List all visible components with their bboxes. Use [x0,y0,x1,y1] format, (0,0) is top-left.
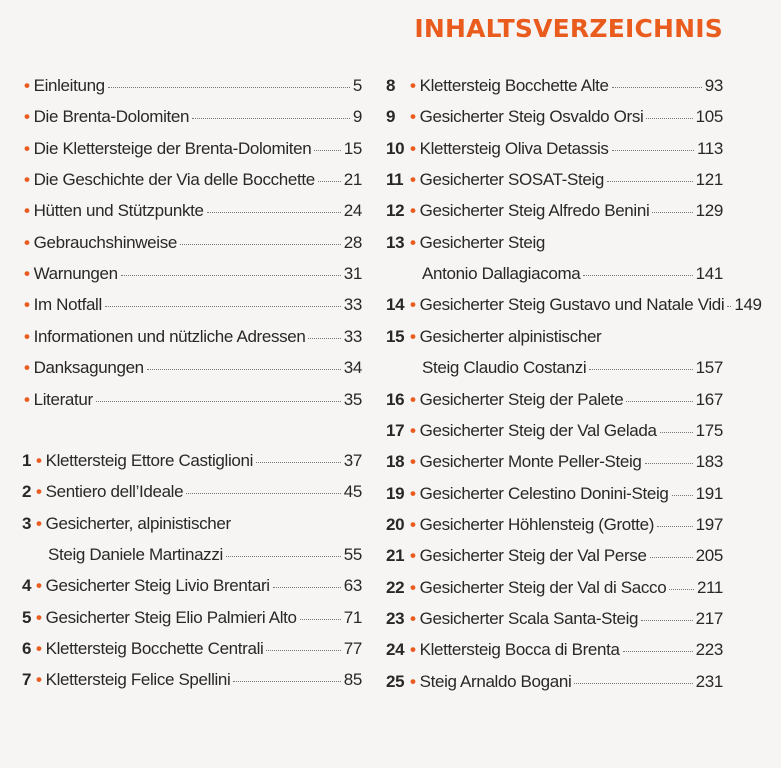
toc-entry-title: Gesicherter Steig der Val Gelada [419,420,657,440]
toc-entry [22,323,362,351]
toc-entry-page: 223 [695,640,723,660]
toc-entry [386,229,723,292]
toc-entry-line [22,323,362,351]
page-title: INHALTSVERZEICHNIS [414,14,723,43]
toc-entry-number: 2 [22,482,32,502]
toc-entry-line [22,510,362,538]
leader-dots [300,619,341,620]
toc-entry-number: 21 [386,546,405,566]
toc-entry-title: Gesicherter, alpinistischer [45,513,231,533]
bullet-marker: • [410,138,416,158]
toc-entry-page: 183 [695,452,723,472]
leader-dots [650,557,693,558]
toc-entry-page: 21 [343,170,362,190]
toc-entry-page: 33 [343,295,362,315]
toc-entry [386,386,723,414]
toc-entry-number: 11 [386,170,404,190]
toc-entry [386,291,762,319]
toc-entry-title-continued: Steig Claudio Costanzi [422,358,587,378]
toc-entry-title: Gesicherter Höhlensteig (Grotte) [419,514,655,534]
leader-dots [626,401,692,402]
toc-entry-line [22,291,362,319]
toc-entry-number: 1 [22,451,32,470]
toc-entry-line [386,668,723,696]
toc-entry-title: Gesicherter Scala Santa-Steig [419,608,639,628]
leader-dots [186,493,341,494]
bullet-marker: • [410,608,416,628]
bullet-marker: • [410,420,416,440]
toc-entry-page: 77 [343,639,362,659]
bullet-marker: • [24,358,30,378]
bullet-marker: • [410,577,416,597]
toc-entry-line [386,574,723,602]
bullet-marker: • [24,264,30,284]
toc-entry-title: Gesicherter Steig Elio Palmieri Alto [45,607,297,627]
toc-entry-title: Gesicherter Steig der Val di Sacco [419,577,667,597]
toc-entry-line [386,72,723,100]
leader-dots [645,463,693,464]
toc-entry-page: 191 [695,483,723,503]
toc-entry-line [386,354,723,382]
toc-entry [22,604,362,632]
toc-entry-line [22,604,362,632]
bullet-marker: • [36,576,42,596]
toc-entry-line [386,291,762,319]
bullet-marker: • [24,170,30,190]
toc-entry-page: 121 [695,170,723,190]
toc-entry-line [22,478,362,506]
bullet-marker: • [36,451,42,470]
bullet-marker: • [36,513,42,533]
leader-dots [314,150,340,151]
toc-entry [22,229,362,257]
toc-entry-line [386,386,723,414]
toc-entry-page: 167 [695,389,723,409]
toc-entry-line [22,260,362,288]
toc-entry [22,666,362,694]
leader-dots [612,150,694,151]
toc-entry-page: 175 [695,420,723,440]
toc-entry [22,478,362,506]
bullet-marker: • [24,201,30,221]
toc-entry-line [386,480,723,508]
toc-entry-line [22,166,362,194]
bullet-marker: • [410,170,416,190]
toc-entry-number: 10 [386,138,405,158]
toc-entry-number: 13 [386,232,405,252]
toc-entry-title: Danksagungen [33,358,144,378]
toc-entry [386,542,723,570]
toc-entry-line [386,511,723,539]
leader-dots [657,526,693,527]
bullet-marker: • [410,76,416,95]
toc-entry-line [386,103,723,131]
toc-entry [22,260,362,288]
bullet-marker: • [410,107,416,127]
leader-dots [612,87,702,88]
leader-dots [266,650,340,651]
toc-entry-page: 37 [343,451,362,470]
bullet-marker: • [36,639,42,659]
bullet-marker: • [24,326,30,346]
toc-entry-page: 129 [695,201,723,221]
toc-entry [22,386,362,414]
toc-entry-title: Gesicherter Steig Osvaldo Orsi [419,107,644,127]
toc-entry-page: 35 [343,389,362,409]
toc-entry-number: 18 [386,452,405,472]
toc-entry-line [386,135,723,163]
toc-entry [386,636,723,664]
leader-dots [641,620,693,621]
toc-entry-page: 63 [343,576,362,596]
toc-entry [22,103,362,131]
toc-entry-number: 16 [386,389,405,409]
toc-entry-page: 231 [695,671,723,691]
toc-entry-page: 105 [695,107,723,127]
toc-entry-title: Die Klettersteige der Brenta-Dolomiten [33,138,312,158]
toc-entry-page: 28 [343,232,362,252]
toc-entry-title: Informationen und nützliche Adressen [33,326,306,346]
toc-entry-title: Klettersteig Oliva Detassis [419,138,609,158]
toc-entry [386,323,723,386]
leader-dots [574,683,692,684]
toc-entry [22,166,362,194]
toc-entry-number: 23 [386,608,405,628]
toc-entry-title: Hütten und Stützpunkte [33,201,204,221]
toc-entry-title: Warnungen [33,264,118,284]
toc-entry-number: 25 [386,671,405,691]
toc-entry [386,135,723,163]
bullet-marker: • [410,452,416,472]
toc-entry-page: 9 [352,107,362,127]
toc-entry-title: Sentiero dell’Ideale [45,482,184,502]
leader-dots [589,369,692,370]
leader-dots [256,462,341,463]
bullet-marker: • [36,607,42,627]
leader-dots [308,338,340,339]
leader-dots [583,275,692,276]
toc-entry-title: Gesicherter Steig Alfredo Benini [419,201,650,221]
toc-entry-line [22,666,362,694]
toc-entry-title: Klettersteig Bocchette Alte [419,76,609,95]
toc-entry-line [386,197,723,225]
leader-dots [108,87,350,88]
toc-entry [22,135,362,163]
toc-entry-line [386,260,723,288]
toc-entry-line [22,541,362,569]
toc-entry-page: 85 [343,670,362,690]
toc-entry-number: 6 [22,639,32,659]
leader-dots [147,369,341,370]
toc-entry-number: 24 [386,640,405,660]
bullet-marker: • [24,138,30,158]
toc-entry-page: 141 [695,264,723,284]
toc-entry-page: 45 [343,482,362,502]
bullet-marker: • [24,107,30,127]
toc-entry [386,166,723,194]
toc-entry [386,574,723,602]
toc-entry [386,480,723,508]
toc-entry [22,635,362,663]
toc-entry-line [22,135,362,163]
toc-entry-page: 34 [343,358,362,378]
toc-entry-line [22,229,362,257]
toc-entry-line [22,197,362,225]
leader-dots [180,244,341,245]
toc-entry-page: 217 [695,608,723,628]
toc-entry-number: 22 [386,577,405,597]
toc-entry-page: 205 [695,546,723,566]
leader-dots [96,401,341,402]
toc-entry [22,72,362,100]
toc-entry [386,103,723,131]
toc-entry [22,447,362,475]
toc-entry-title: Die Geschichte der Via delle Bocchette [33,170,315,190]
toc-entry-page: 157 [695,358,723,378]
bullet-marker: • [24,295,30,315]
toc-entry [386,417,723,445]
toc-entry-title-continued: Antonio Dallagiacoma [422,264,581,284]
toc-entry-title: Gesicherter Steig Livio Brentari [45,576,270,596]
bullet-marker: • [410,201,416,221]
leader-dots [318,181,341,182]
toc-entry [386,72,723,100]
toc-entry-line [22,386,362,414]
toc-entry-title: Klettersteig Felice Spellini [45,670,231,690]
toc-entry [386,448,723,476]
toc-entry-title: Gesicherter Steig der Val Perse [419,546,647,566]
toc-entry-page: 5 [352,76,362,95]
leader-dots [660,432,693,433]
toc-entry [22,197,362,225]
leader-dots [233,681,340,682]
toc-entry-page: 71 [343,607,362,627]
toc-entry-line [386,605,723,633]
toc-entry-title: Klettersteig Bocca di Brenta [419,640,620,660]
toc-entry-page: 31 [343,264,362,284]
toc-entry-title: Steig Arnaldo Bogani [419,671,572,691]
bullet-marker: • [410,546,416,566]
toc-entry-number: 7 [22,670,32,690]
toc-entry-title: Gesicherter Steig der Palete [419,389,624,409]
leader-dots [121,275,341,276]
toc-entry-title: Gesicherter SOSAT-Steig [419,170,604,190]
leader-dots [207,212,341,213]
toc-entry-line [386,166,723,194]
leader-dots [646,118,692,119]
toc-entry-line [386,542,723,570]
toc-entry-page: 197 [695,514,723,534]
toc-entry-title: Klettersteig Ettore Castiglioni [45,451,254,470]
toc-entry-title: Im Notfall [33,295,102,315]
leader-dots [672,495,693,496]
toc-entry-line [22,72,362,100]
toc-entry-page: 15 [343,138,362,158]
leader-dots [273,587,341,588]
toc-entry-title: Die Brenta-Dolomiten [33,107,190,127]
leader-dots [607,181,693,182]
toc-entry-title: Gebrauchshinweise [33,232,177,252]
toc-entry-title: Klettersteig Bocchette Centrali [45,639,264,659]
toc-entry-title: Gesicherter Celestino Donini-Steig [419,483,669,503]
toc-entry-number: 8 [386,76,396,95]
toc-entry [386,511,723,539]
bullet-marker: • [36,482,42,502]
toc-entry [386,197,723,225]
bullet-marker: • [410,295,416,315]
toc-entry-line [386,323,723,351]
toc-entry [386,668,723,696]
toc-entry [22,354,362,382]
bullet-marker: • [24,76,30,95]
toc-entry-line [386,448,723,476]
toc-entry-line [22,635,362,663]
toc-entry-number: 3 [22,513,32,533]
toc-entry-line [22,572,362,600]
leader-dots [727,306,731,307]
toc-entry-page: 33 [343,326,362,346]
toc-entry-number: 15 [386,326,405,346]
toc-entry-number: 19 [386,483,405,503]
bullet-marker: • [410,514,416,534]
bullet-marker: • [36,670,42,690]
toc-entry [22,291,362,319]
leader-dots [192,118,350,119]
toc-entry-page: 149 [734,295,762,315]
toc-entry-page: 113 [696,138,723,158]
toc-entry-number: 20 [386,514,405,534]
toc-entry-title: Einleitung [33,76,105,95]
toc-entry-page: 24 [343,201,362,221]
toc-entry-line [22,354,362,382]
bullet-marker: • [410,483,416,503]
toc-entry-title: Gesicherter Steig [419,232,545,252]
toc-entry-line [22,447,362,475]
toc-entry-title-continued: Steig Daniele Martinazzi [48,545,223,565]
toc-entry-line [22,103,362,131]
toc-entry-number: 12 [386,201,405,221]
bullet-marker: • [410,232,416,252]
toc-entry-number: 5 [22,607,32,627]
bullet-marker: • [24,389,30,409]
toc-entry [22,572,362,600]
toc-entry-title: Gesicherter Monte Peller-Steig [419,452,642,472]
bullet-marker: • [410,389,416,409]
bullet-marker: • [410,640,416,660]
toc-entry-number: 4 [22,576,32,596]
toc-entry [22,510,362,573]
toc-entry-title: Gesicherter alpinistischer [419,326,602,346]
leader-dots [669,589,694,590]
toc-entry-line [386,229,723,257]
toc-entry-page: 55 [343,545,362,565]
toc-entry-line [386,636,723,664]
bullet-marker: • [410,326,416,346]
leader-dots [652,212,692,213]
leader-dots [226,556,341,557]
bullet-marker: • [410,671,416,691]
leader-dots [105,306,341,307]
toc-entry-number: 17 [386,420,405,440]
toc-entry-page: 93 [704,76,723,95]
toc-entry-number: 9 [386,107,396,127]
bullet-marker: • [24,232,30,252]
toc-entry-title: Literatur [33,389,93,409]
toc-entry-line [386,417,723,445]
toc-entry-number: 14 [386,295,405,315]
toc-entry-title: Gesicherter Steig Gustavo und Natale Vidi [419,295,725,315]
leader-dots [623,651,693,652]
toc-entry-page: 211 [696,577,723,597]
toc-entry [386,605,723,633]
